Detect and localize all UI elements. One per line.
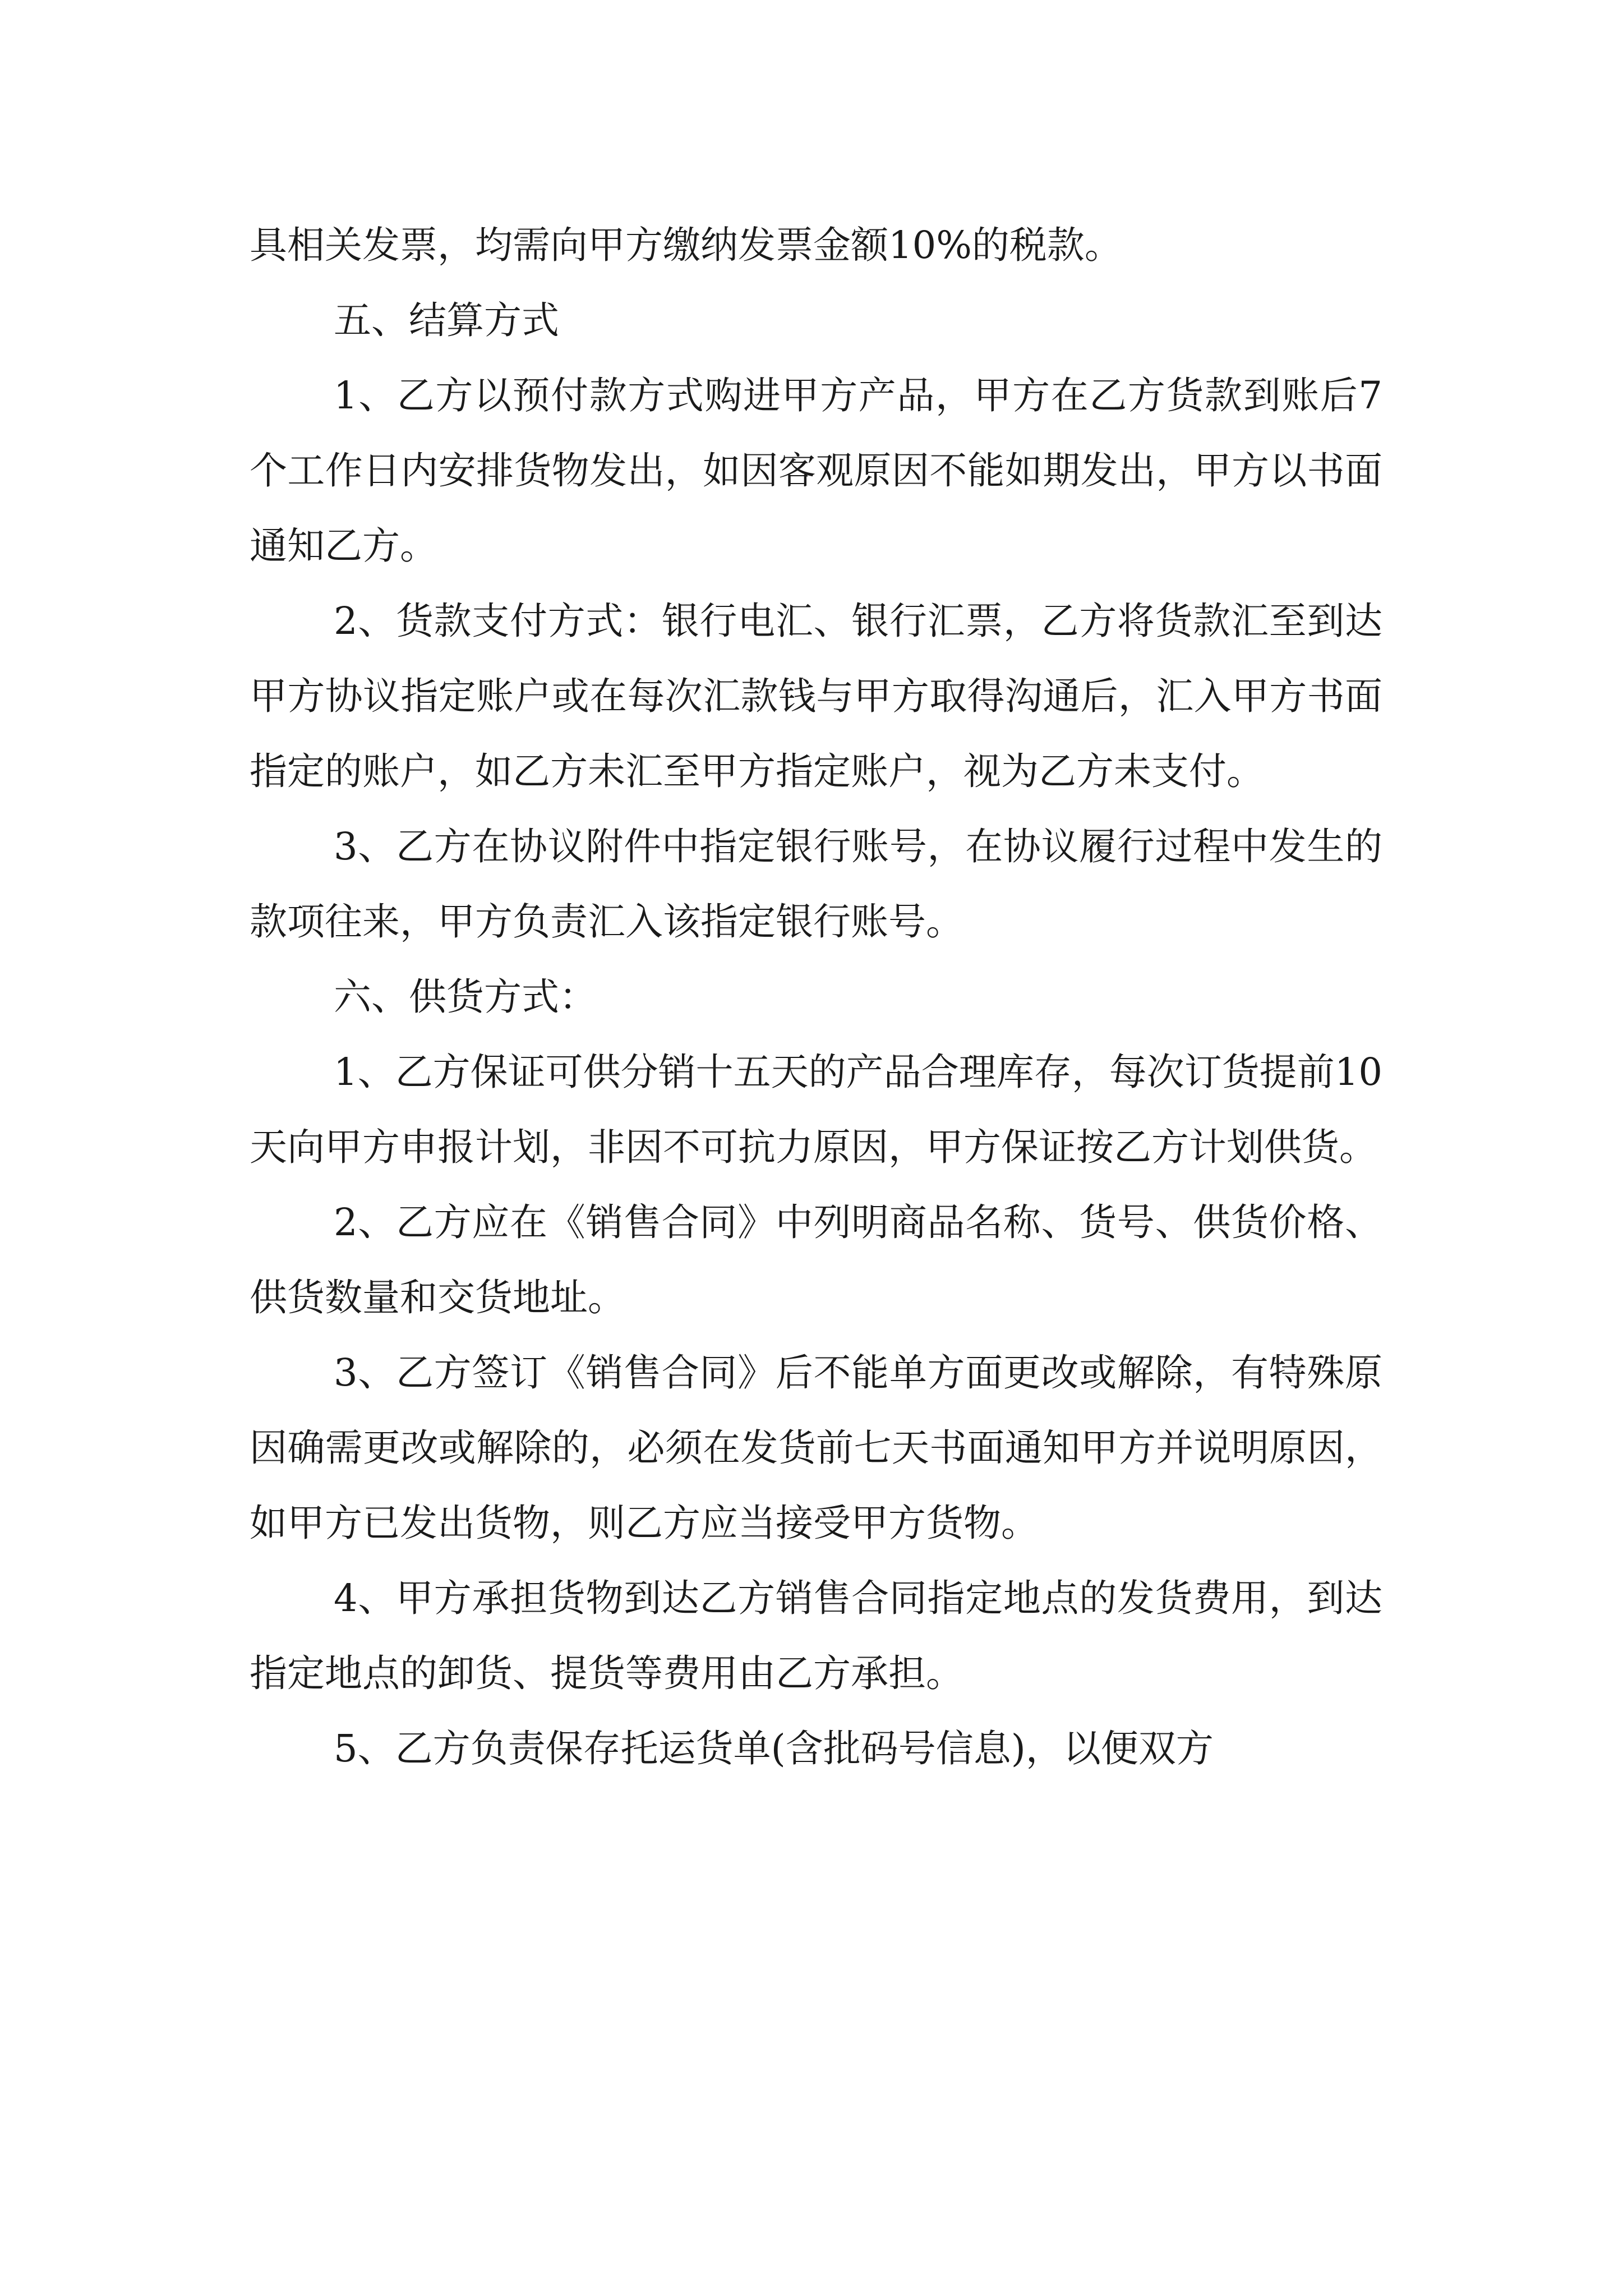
paragraph-supply-3: 3、乙方签订《销售合同》后不能单方面更改或解除，有特殊原因确需更改或解除的，必须在发货前七天书面通知甲方并说明原因，如甲方已发出货物，则乙方应当接受甲方货物。: [250, 1351, 1382, 1545]
document-body: [250, 208, 1382, 1786]
paragraph-settlement-2: 2、货款支付方式：银行电汇、银行汇票，乙方将货款汇至到达甲方协议指定账户或在每次汇款钱与甲方取得沟通后，汇入甲方书面指定的账户，如乙方未汇至甲方指定账户，视为乙方未支付。: [250, 599, 1382, 793]
paragraph-supply-5: 5、乙方负责保存托运货单(含批码号信息)，以便双方: [334, 1727, 1214, 1770]
paragraph-supply-4: 4、甲方承担货物到达乙方销售合同指定地点的发货费用，到达指定地点的卸货、提货等费用由乙方承担。: [250, 1576, 1382, 1695]
paragraph-continuation: 具相关发票，均需向甲方缴纳发票金额10%的税款。: [250, 223, 1122, 267]
paragraph-settlement-1: 1、乙方以预付款方式购进甲方产品，甲方在乙方货款到账后7个工作日内安排货物发出，如因客观原因不能如期发出，甲方以书面通知乙方。: [250, 374, 1382, 568]
paragraph-supply-1: 1、乙方保证可供分销十五天的产品合理库存，每次订货提前10天向甲方申报计划，非因不可抗力原因，甲方保证按乙方计划供货。: [250, 1050, 1382, 1169]
paragraph-settlement-3: 3、乙方在协议附件中指定银行账号，在协议履行过程中发生的款项往来，甲方负责汇入该指定银行账号。: [250, 825, 1382, 944]
paragraph-supply-2: 2、乙方应在《销售合同》中列明商品名称、货号、供货价格、供货数量和交货地址。: [250, 1200, 1382, 1319]
section-heading-settlement: 五、结算方式: [334, 298, 559, 342]
section-heading-supply: 六、供货方式：: [334, 975, 597, 1019]
